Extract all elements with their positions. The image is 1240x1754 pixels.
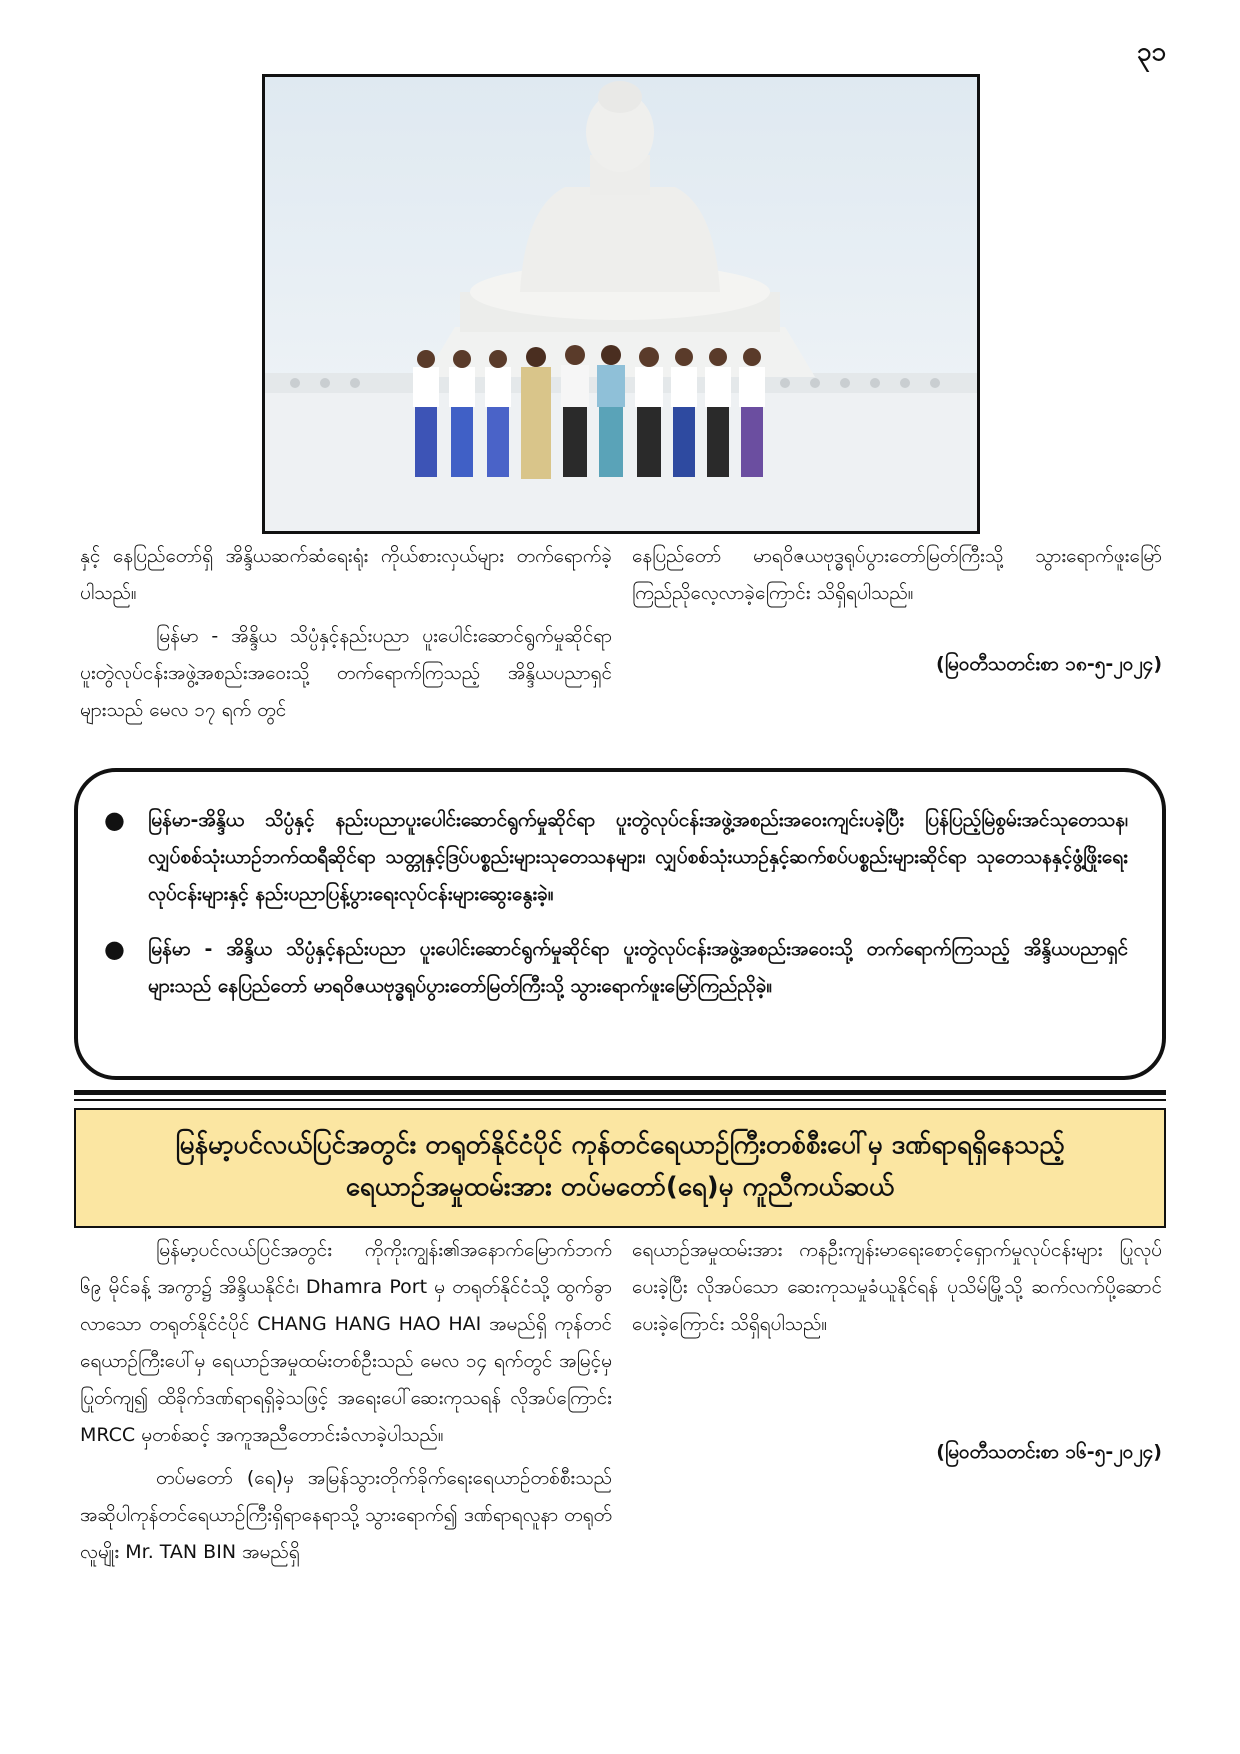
bullet-icon: ● xyxy=(104,806,125,834)
article1-paragraph: နေပြည်တော် မာရဝိဇယဗုဒ္ဓရုပ်ပွားတော်မြတ်ကြီးသို့ သွားရောက်ဖူးမြော်ကြည်ညိုလေ့လာခဲ့ကြောင်း သိရှိရပါသည်။ xyxy=(632,545,1162,604)
article2-left-column xyxy=(80,1232,612,1577)
article2-paragraph: တပ်မတော် (ရေ)မှ အမြန်သွားတိုက်ခိုက်ရေးရေယာဉ်တစ်စီးသည် အဆိုပါကုန်တင်ရေယာဉ်ကြီးရှိရာနေရာသို့ သွားရောက်၍ ဒဏ်ရာရလူနာ တရုတ်လူမျိုး Mr. TAN BIN အမည်ရှိ xyxy=(80,1467,612,1563)
summary-box xyxy=(74,768,1166,1080)
article1-source: (မြဝတီသတင်းစာ ၁၈-၅-၂၀၂၄) xyxy=(936,653,1162,675)
article2-paragraph: ရေယာဉ်အမှုထမ်းအား ကနဦးကျန်းမာရေးစောင့်ရှောက်မှုလုပ်ငန်းများ ပြုလုပ်ပေးခဲ့ပြီး လိုအပ်သော ဆေးကုသမှုခံယူနိုင်ရန် ပုသိမ်မြို့သို့ ဆက်လက်ပို့ဆောင်ပေးခဲ့ကြောင်း သိရှိရပါသည်။ xyxy=(632,1239,1162,1335)
article1-paragraph: နှင့် နေပြည်တော်ရှိ အိန္ဒိယဆက်ဆံရေးရုံး ကိုယ်စားလှယ်များ တက်ရောက်ခဲ့ပါသည်။ xyxy=(80,545,612,604)
divider xyxy=(74,1090,1166,1095)
page-number: ၃၁ xyxy=(1136,37,1166,67)
article2-headline xyxy=(74,1108,1166,1228)
headline-line: ရေယာဉ်အမှုထမ်းအား တပ်မတော်(ရေ)မှ ကူညီကယ်ဆယ် xyxy=(345,1172,895,1202)
article2-right-column xyxy=(632,1232,1162,1349)
article1-right-column xyxy=(632,538,1162,618)
summary-item-text: မြန်မာ - အိန္ဒိယ သိပ္ပံနှင့်နည်းပညာ ပူးပေါင်းဆောင်ရွက်မှုဆိုင်ရာ ပူးတွဲလုပ်ငန်းအဖွဲ့အစည်းအဝေးသို့ တက်ရောက်ကြသည့် အိန္ဒိယပညာရှင်များသည် နေပြည်တော် မာရဝိဇယဗုဒ္ဓရုပ်ပွားတော်မြတ်ကြီးသို့ သွားရောက်ဖူးမြော်ကြည်ညိုခဲ့။ xyxy=(148,938,1128,997)
article2-source: (မြဝတီသတင်းစာ ၁၆-၅-၂၀၂၄) xyxy=(936,1441,1162,1463)
article2-paragraph: မြန်မာ့ပင်လယ်ပြင်အတွင်း ကိုကိုးကျွန်း၏အနောက်မြောက်ဘက် ၆၉ မိုင်ခန့် အကွာ၌ အိန္ဒိယနိုင်ငံ၊ Dhamra Port မှ တရုတ်နိုင်ငံသို့ ထွက်ခွာလာသော တရုတ်နိုင်ငံပိုင် CHANG HANG HAO HAI အမည်ရှိ ကုန်တင်ရေယာဉ်ကြီးပေါ်မှ ရေယာဉ်အမှုထမ်းတစ်ဦးသည် မေလ ၁၄ ရက်တွင် အမြင့်မှပြုတ်ကျ၍ ထိခိုက်ဒဏ်ရာရရှိခဲ့သဖြင့် အရေးပေါ်ဆေးကုသရန် လိုအပ်ကြောင်း MRCC မှတစ်ဆင့် အကူအညီတောင်းခံလာခဲ့ပါသည်။ xyxy=(80,1239,612,1446)
headline-line: မြန်မာ့ပင်လယ်ပြင်အတွင်း တရုတ်နိုင်ငံပိုင် ကုန်တင်ရေယာဉ်ကြီးတစ်စီးပေါ်မှ ဒဏ်ရာရရှိနေသည့် xyxy=(175,1130,1065,1160)
photo-buddha-statue-delegation-icon xyxy=(265,77,977,531)
bullet-icon: ● xyxy=(104,935,125,963)
summary-item xyxy=(104,802,1128,913)
divider xyxy=(74,1099,1166,1101)
article1-left-column xyxy=(80,538,612,735)
article1-paragraph: မြန်မာ - အိန္ဒိယ သိပ္ပံနှင့်နည်းပညာ ပူးပေါင်းဆောင်ရွက်မှုဆိုင်ရာ ပူးတွဲလုပ်ငန်းအဖွဲ့အစည်းအဝေးသို့ တက်ရောက်ကြသည့် အိန္ဒိယပညာရှင်များသည် မေလ ၁၇ ရက် တွင် xyxy=(80,625,612,721)
photo xyxy=(262,74,980,534)
summary-item xyxy=(104,931,1128,1005)
summary-item-text: မြန်မာ-အိန္ဒိယ သိပ္ပံနှင့် နည်းပညာပူးပေါင်းဆောင်ရွက်မှုဆိုင်ရာ ပူးတွဲလုပ်ငန်းအဖွဲ့အစည်းအဝေးကျင်းပခဲ့ပြီး ပြန်ပြည့်မြဲစွမ်းအင်သုတေသန၊ လျှပ်စစ်သုံးယာဉ်ဘက်ထရီဆိုင်ရာ သတ္တုနှင့်ဒြပ်ပစ္စည်းများသုတေသနများ၊ လျှပ်စစ်သုံးယာဉ်နှင့်ဆက်စပ်ပစ္စည်းများဆိုင်ရာ သုတေသနနှင့်ဖွံ့ဖြိုးရေးလုပ်ငန်းများနှင့် နည်းပညာပြန့်ပွားရေးလုပ်ငန်းများဆွေးနွေးခဲ့။ xyxy=(148,809,1128,905)
